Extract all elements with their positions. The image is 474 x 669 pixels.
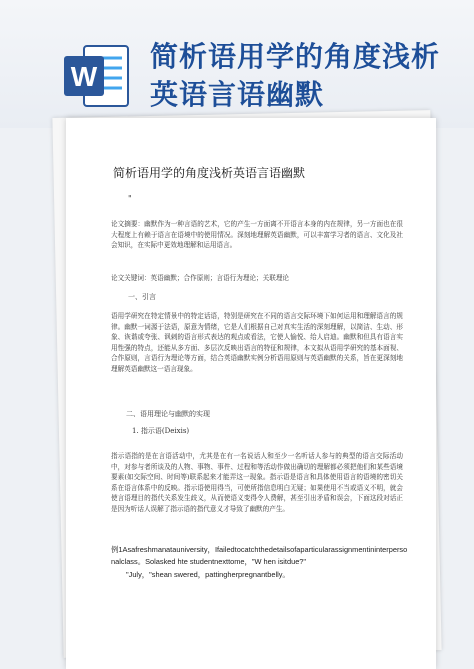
deixis-paragraph: 指示语指的是在言语活动中，尤其是在有一名说话人和至少一名听话人参与的典型的语言交际活动中，对参与者所谈及的人物、事物、事件、过程和等活动作做出确切的理解都必须把他们和某些语境要素(如交际空间、时间等)联系起来才能弄这一现象。指示语是语言和具体使用语言的语境的密切关系在语言体系中的反映。指示语使用得当，可使所指信息明白无疑；如果使用不当或语义不明，就会使言语理目的指代关系发生歧义，从而使语义变得令人费解，甚至引出矛盾和误会，下面这段对话正是因为听话人误解了指示语的指代意义才导致了幽默的产生。 — [111, 452, 403, 513]
section-heading-pragmatics: 二、语用理论与幽默的实现 — [126, 410, 210, 418]
abstract-paragraph: 论文摘要：幽默作为一种言语的艺术，它的产生一方面离不开语言本身的内在规律，另一方面也在很大程度上有赖于语言在语境中的使用情况。深刻地理解英语幽默，可以丰富学习者的语言、文化及社会知识，在实际中更效地理解和运用语言。 — [111, 220, 403, 249]
title-banner — [0, 0, 474, 128]
intro-paragraph: 语用学研究在特定情景中的特定话语，特别是研究在不同的语言交际环境下如何运用和理解语言的规律。幽默一词源于法语，原意为情绪，它是人们根据自己对真实生活的深刻理解，以简洁、生动、形象、诙谐或夸张、讽刺的语言形式表达的观点或看法，它使人愉悦、给人启迪。幽默和但具有语言实用性强的特点，还能从多方面、多层次反映出语言的特征和规律，本文拟从语用学研究的基本面视、合作原则，言语行为理论等方面，结合英语幽默实例分析语用原则与英语幽默的关系，旨在更深刻地理解英语幽默这一语言现象。 — [111, 312, 403, 373]
subsection-heading-deixis: 1. 指示语(Deixis) — [132, 427, 190, 435]
bullet-mark: " — [128, 194, 132, 203]
document-page — [66, 118, 436, 669]
example-text-2: "July，"shean swered，pattingherpregnantbelly。 — [126, 570, 290, 579]
document-title: 简析语用学的角度浅析英语言语幽默 — [113, 166, 306, 180]
example-paragraph — [111, 544, 411, 568]
example-label: 例1 — [111, 545, 123, 554]
word-document-icon — [62, 42, 132, 112]
example-text-1: Asafreshmanatauniversity，Ifailedtocatchthedetailsofaparticularassignmentininterpersonalclass。Solasked hte studentnexttome，"W hen isitdue?" — [111, 545, 408, 566]
keywords-line: 论文关键词：英语幽默；合作原则；言语行为理论；关联理论 — [111, 274, 290, 282]
svg-text:W: W — [70, 61, 98, 92]
banner-title: 简析语用学的角度浅析英语言语幽默 — [150, 40, 441, 111]
section-heading-intro: 一、引言 — [128, 293, 156, 301]
